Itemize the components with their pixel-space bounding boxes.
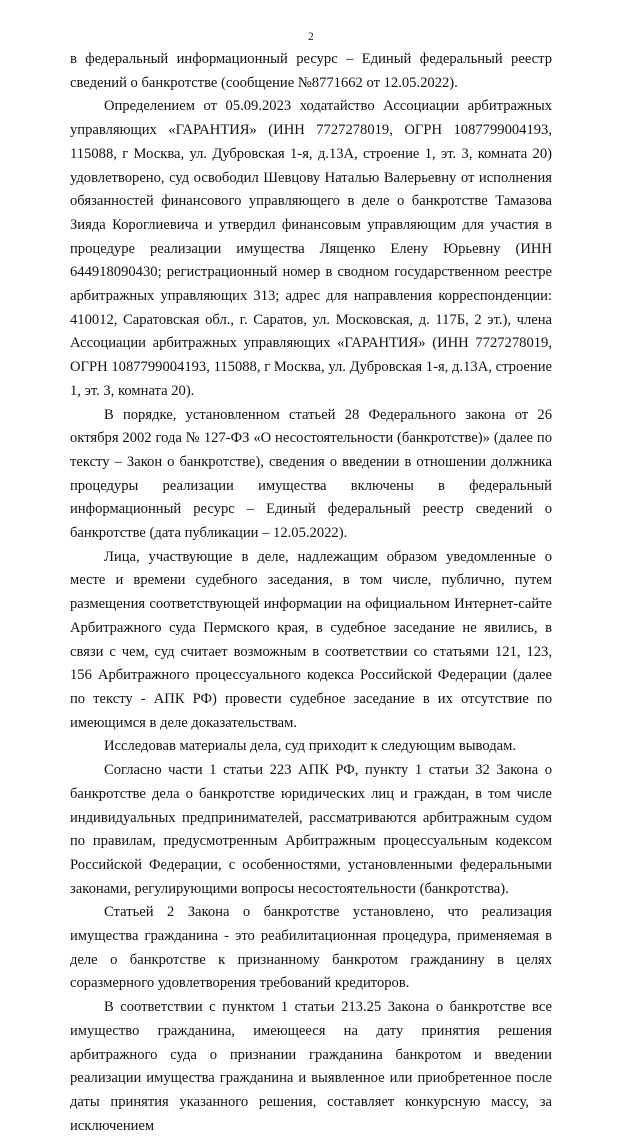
paragraph-6: Согласно части 1 статьи 223 АПК РФ, пункту 1 статьи 32 Закона о банкротстве дела о банкротстве юридических лиц и граждан, в том числе индивидуальных предпринимателей, рассматриваются арбитражным судом по правилам, предусмотренным Арбитражным процессуальным кодексом Российской Федерации, с особенностями, установленными федеральными законами, регулирующими вопросы несостоятельности (банкротства). (70, 762, 552, 897)
paragraph-7: Статьей 2 Закона о банкротстве установлено, что реализация имущества гражданина - это реабилитационная процедура, применяемая в деле о банкротстве к признанному банкротом гражданину в целях соразмерного удовлетворения требований кредиторов. (70, 904, 552, 992)
paragraph-1: в федеральный информационный ресурс – Единый федеральный реестр сведений о банкротстве (сообщение №8771662 от 12.05.2022). (70, 51, 552, 91)
document-body (70, 48, 552, 1138)
paragraph-4: Лица, участвующие в деле, надлежащим образом уведомленные о месте и времени судебного заседания, в том числе, публично, путем размещения соответствующей информации на официальном Интернет-сайте Арбитражного суда Пермского края, в судебное заседание не явились, в связи с чем, суд считает возможным в соответствии со статьями 121, 123, 156 Арбитражного процессуального кодекса Российской Федерации (далее по тексту - АПК РФ) провести судебное заседание в их отсутствие по имеющимся в деле доказательствам. (70, 548, 552, 731)
paragraph-5: Исследовав материалы дела, суд приходит к следующим выводам. (104, 738, 517, 755)
paragraph-3: В порядке, установленном статьей 28 Федерального закона от 26 октября 2002 года № 127-ФЗ «О несостоятельности (банкротстве)» (далее по тексту – Закон о банкротстве), сведения о введении в отношении должника процедуры реализации имущества включены в федеральный информационный ресурс – Единый федеральный реестр сведений о банкротстве (дата публикации – 12.05.2022). (70, 406, 552, 542)
page-number: 2 (308, 31, 314, 43)
paragraph-8: В соответствии с пунктом 1 статьи 213.25 Закона о банкротстве все имущество гражданина, имеющееся на дату принятия решения арбитражного суда о признании гражданина банкротом и введении реализации имущества гражданина и выявленное или приобретенное после даты принятия указанного решения, составляет конкурсную массу, за исключением (70, 999, 552, 1134)
paragraph-2: Определением от 05.09.2023 ходатайство Ассоциации арбитражных управляющих «ГАРАНТИЯ» (ИНН 7727278019, ОГРН 1087799004193, 115088, г Москва, ул. Дубровская 1-я, д.13А, строение 1, эт. 3, комната 20) удовлетворено, суд освободил Шевцову Наталью Валерьевну от исполнения обязанностей финансового управляющего в деле о банкротстве Тамазова Зияда Короглиевича и утвердил финансовым управляющим для участия в процедуре реализации имущества Лященко Елену Юрьевну (ИНН 644918090430; регистрационный номер в сводном государственном реестре арбитражных управляющих 313; адрес для направления корреспонденции: 410012, Саратовская обл., г. Саратов, ул. Московская, д. 117Б, 2 эт.), члена Ассоциации арбитражных управляющих «ГАРАНТИЯ» (ИНН 7727278019, ОГРН 1087799004193, 115088, г Москва, ул. Дубровская 1-я, д.13А, строение 1, эт. 3, комната 20). (70, 98, 552, 399)
